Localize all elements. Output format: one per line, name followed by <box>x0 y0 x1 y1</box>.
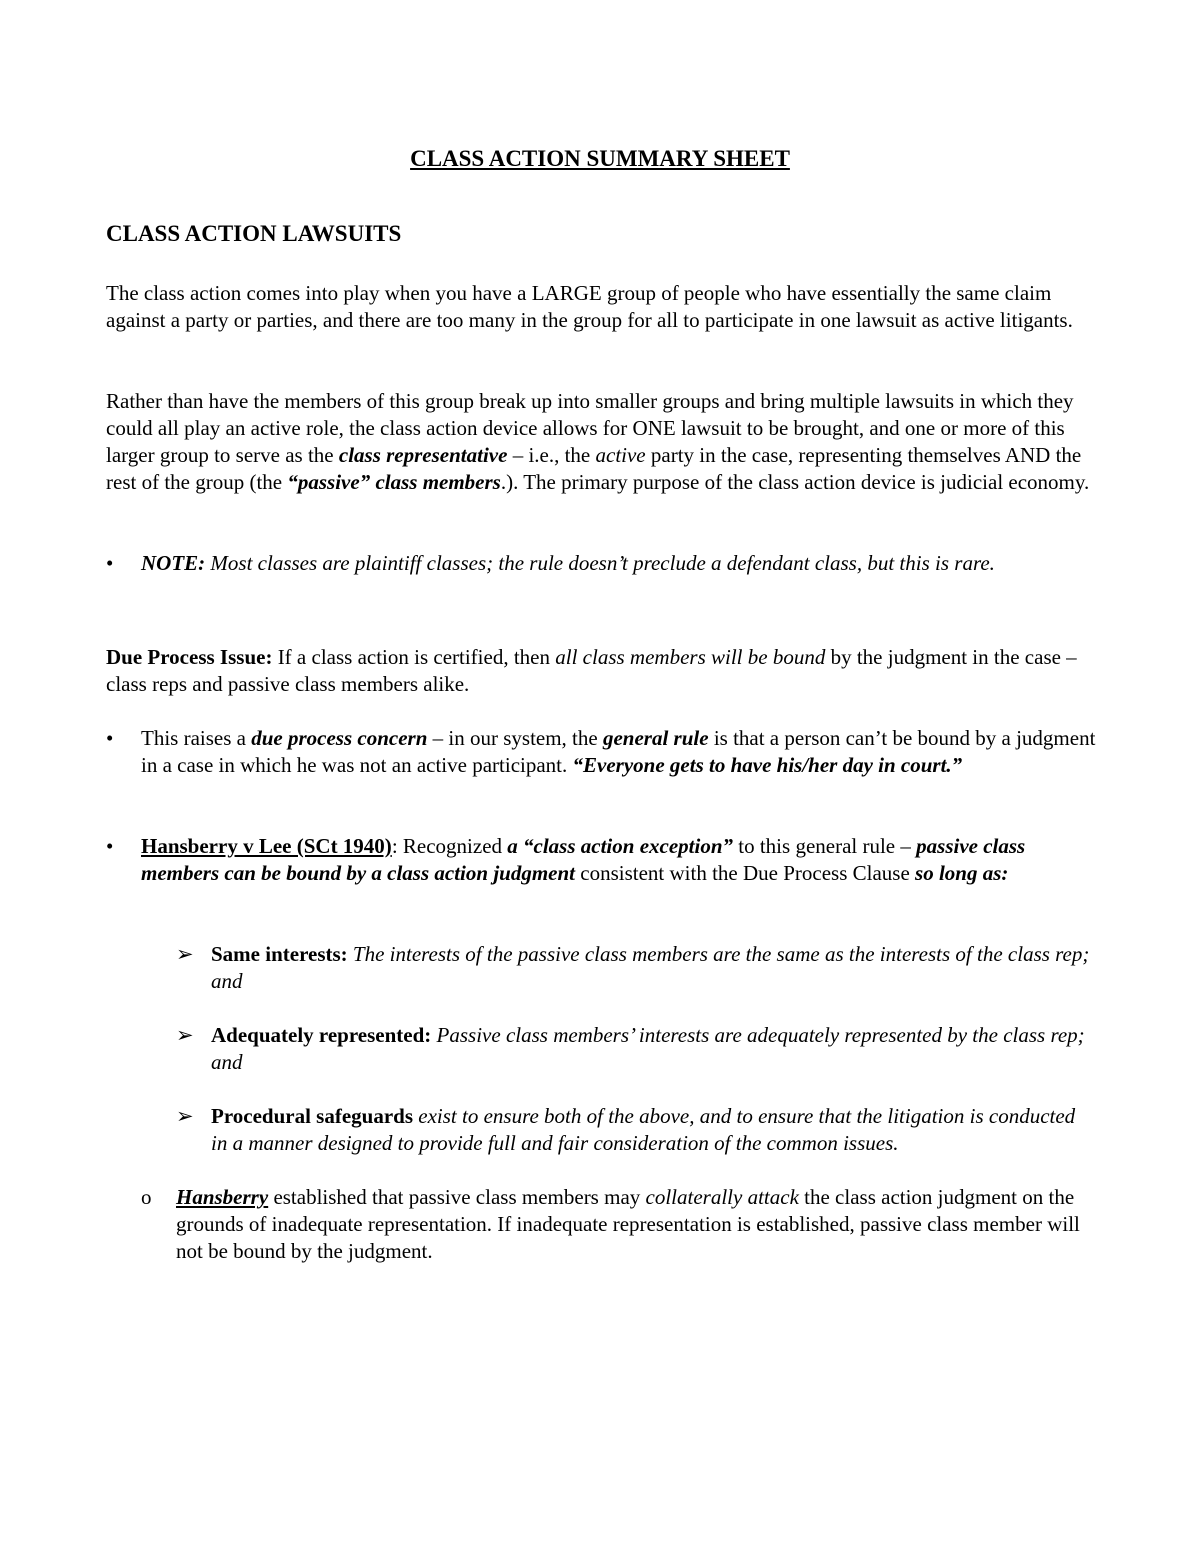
sub-text-2: the class action judgment on the grounds of inadequate representation. If inadequate representation is established, passive class member will not be bound by the judgment. <box>176 1185 1080 1263</box>
note-bullet-icon: • <box>106 551 114 575</box>
sub-text-1: established that passive class members may <box>268 1185 646 1209</box>
due-process-bullet-icon: • <box>106 726 114 750</box>
condition-item <box>211 941 1096 995</box>
condition-text: The interests of the passive class members are the same as the interests of the class rep; and <box>211 942 1090 993</box>
active-term: active <box>595 443 646 467</box>
representative-paragraph <box>106 388 1096 496</box>
circle-bullet-icon: o <box>141 1185 152 1209</box>
so-long-as-term: so long as: <box>915 861 1009 885</box>
class-action-exception-term: a “class action exception” <box>507 834 734 858</box>
due-process-concern-item <box>141 725 1096 779</box>
para2-text-4: .). The primary purpose of the class action device is judicial economy. <box>500 470 1090 494</box>
bullet2-text-1: : Recognized <box>391 834 508 858</box>
para2-text-2: – i.e., the <box>507 443 596 467</box>
section-heading: CLASS ACTION LAWSUITS <box>106 221 402 246</box>
due-process-paragraph <box>106 644 1096 698</box>
due-process-label: Due Process Issue: <box>106 645 273 669</box>
bullet1-text-2: – in our system, the <box>427 726 603 750</box>
note-label: NOTE: <box>141 551 206 575</box>
due-process-concern-term: due process concern <box>251 726 428 750</box>
condition-label: Procedural safeguards <box>211 1104 414 1128</box>
condition-item <box>211 1022 1096 1076</box>
bullet2-text-3: consistent with the Due Process Clause <box>575 861 916 885</box>
due-process-text-1: If a class action is certified, then <box>272 645 556 669</box>
condition-label: Adequately represented: <box>211 1023 432 1047</box>
arrow-bullet-icon: ➢ <box>176 1023 194 1047</box>
hansberry-bullet-icon: • <box>106 834 114 858</box>
note-text: Most classes are plaintiff classes; the rule doesn’t preclude a defendant class, but this is rare. <box>205 551 995 575</box>
bullet1-text-3: is that a person can’t be bound by a judgment in a case in which he was not an active participant. <box>141 726 1096 777</box>
general-rule-term: general rule <box>602 726 709 750</box>
hansberry-short-name: Hansberry <box>176 1185 269 1209</box>
page-title: CLASS ACTION SUMMARY SHEET <box>410 146 790 171</box>
day-in-court-quote: “Everyone gets to have his/her day in court.” <box>572 753 963 777</box>
condition-item <box>211 1103 1096 1157</box>
condition-text: exist to ensure both of the above, and to ensure that the litigation is conducted in a manner designed to provide full and fair consideration of the common issues. <box>211 1104 1076 1155</box>
hansberry-item <box>141 833 1096 887</box>
arrow-bullet-icon: ➢ <box>176 1104 194 1128</box>
note-item <box>141 550 1096 577</box>
para2-text-3: party in the case, representing themselves AND the rest of the group (the <box>106 443 1082 494</box>
bullet2-text-2: to this general rule – <box>733 834 917 858</box>
passive-class-members-term: “passive” class members <box>287 470 501 494</box>
para2-text-1: Rather than have the members of this group break up into smaller groups and bring multiple lawsuits in which they could all play an active role, the class action device allows for ONE lawsuit to be brought, and one or more of this larger group to serve as the <box>106 389 1074 467</box>
due-process-text-2: by the judgment in the case – class reps and passive class members alike. <box>106 645 1077 696</box>
hansberry-case-name: Hansberry v Lee (SCt 1940) <box>141 834 392 858</box>
bullet1-text-1: This raises a <box>141 726 252 750</box>
due-process-italic: all class members will be bound <box>555 645 826 669</box>
intro-paragraph: The class action comes into play when you have a LARGE group of people who have essentially the same claim against a party or parties, and there are too many in the group for all to participate in one lawsuit as active litigants. <box>106 281 1073 332</box>
passive-bound-term: passive class members can be bound by a class action judgment <box>141 834 1026 885</box>
arrow-bullet-icon: ➢ <box>176 942 194 966</box>
collateral-attack-term: collaterally attack <box>645 1185 799 1209</box>
class-representative-term: class representative <box>338 443 508 467</box>
condition-text: Passive class members’ interests are adequately represented by the class rep; and <box>211 1023 1085 1074</box>
condition-label: Same interests: <box>211 942 348 966</box>
collateral-attack-item <box>176 1184 1096 1265</box>
